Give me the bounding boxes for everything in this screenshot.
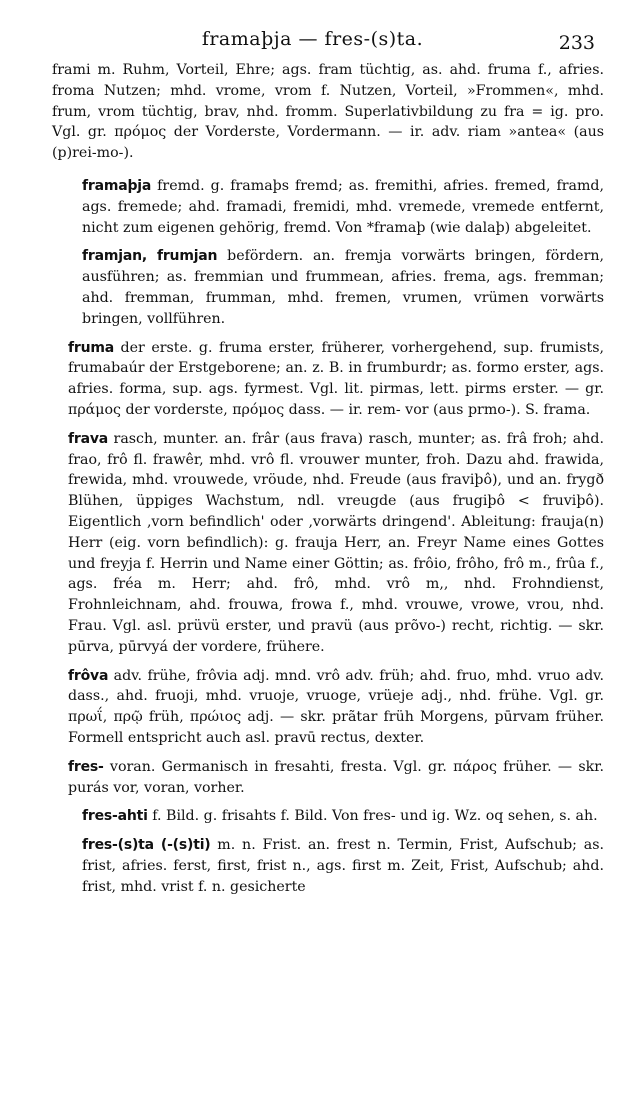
entry-text: der erste. g. fruma erster, früherer, vorhergehend, sup. frumists, frumabaúr der Erstgeborene; an. z. B. in frumburdr; as. formo erster, ags. afries. forma, sup. ags. fyrmest. Vgl. lit. pirmas, lett. pirms erster. — gr. πράμος der vorderste, πρόμος dass. — ir. rem- vor (aus prmo-). S. frama.	[68, 339, 604, 418]
entry-text: adv. frühe, frôvia adj. mnd. vrô adv. früh; ahd. fruo, mhd. vruo adv. dass., ahd. fruoji, mhd. vruoje, vruoge, vrüeje adj., nhd. frühe. Vgl. gr. πρωΐ, πρῷ früh, πρώιος adj. — skr. prãtar früh Morgens, pūrvam früher. Formell entspricht auch asl. pravū rectus, dexter.	[68, 667, 604, 746]
entry-text: voran. Germanisch in fresahti, fresta. Vgl. gr. πάρος früher. — skr. purás vor, voran, vorher.	[68, 758, 604, 796]
entry-text: frami m. Ruhm, Vorteil, Ehre; ags. fram tüchtig, as. ahd. fruma f., afries. froma Nutzen; mhd. vrome, vrom f. Nutzen, Vorteil, »Frommen«, mhd. frum, vrom tüchtig, brav, nhd. fromm. Superlativbildung zu fra = ig. pro. Vgl. gr. πρόμος der Vorderste, Vordermann. — ir. adv. riam »antea« (aus (p)rei-mo-).	[52, 62, 604, 162]
entry-fres-sta	[82, 835, 604, 897]
entry-headword: framjan, frumjan	[82, 248, 218, 265]
entry-headword: framaþja	[82, 177, 152, 194]
entry-frami	[52, 60, 604, 164]
entry-headword: frava	[68, 430, 109, 447]
page-header	[0, 26, 625, 54]
entry-framaþja	[82, 176, 604, 238]
entry-text: m. n. Frist. an. frest n. Termin, Frist, Aufschub; as. frist, afries. ferst, first, frist n., ags. first m. Zeit, Frist, Aufschub; ahd. frist, mhd. vrist f. n. gesicherte	[82, 837, 604, 895]
entry-text: rasch, munter. an. frâr (aus frava) rasch, munter; as. frâ froh; ahd. frao, frô fl. frawêr, mhd. vrô fl. vrouwer munter, froh. Dazu ahd. frawida, frewida, mhd. vrouwede, vröude, nhd. Freude (aus fraviþô), und an. frygð Blühen, üppiges Wachstum, ndl. vreugde (aus frugiþô < fruviþô). Eigentlich ‚vorn befindlich' oder ‚vorwärts dringend'. Ableitung: frauja(n) Herr (eig. vorn befindlich): g. frauja Herr, an. Freyr Name eines Gottes und freyja f. Herrin und Name einer Göttin; as. frôio, frôho, frô m., frûa f., ags. fréa m. Herr; ahd. frô, mhd. vrô m,, nhd. Frohndienst, Frohnleichnam, ahd. frouwa, frowa f., mhd. vrouwe, vrowe, vrou, nhd. Frau. Vgl. asl. prüvü erster, und pravü (aus prõvo-) recht, richtig. — skr. pūrva, pūrvyá der vordere, frühere.	[68, 430, 604, 655]
entry-headword: frôva	[68, 667, 109, 684]
entry-headword: fruma	[68, 339, 114, 356]
entry-headword: fres-(s)ta (-(s)ti)	[82, 837, 211, 854]
entry-fres	[68, 757, 604, 799]
page-number: 233	[558, 32, 595, 54]
entry-text: f. Bild. g. frisahts f. Bild. Von fres- und ig. Wz. oq sehen, s. ah.	[147, 808, 598, 825]
running-head: framaþja — fres-(s)ta.	[201, 28, 424, 50]
entry-fres-ahti	[82, 806, 604, 827]
entry-frava	[68, 429, 604, 658]
entry-frova	[68, 666, 604, 749]
entry-headword: fres-ahti	[82, 808, 148, 825]
entry-text: fremd. g. framaþs fremd; as. fremithi, afries. fremed, framd, ags. fremede; ahd. framadi, fremidi, mhd. vremede, vremede entfernt, nicht zum eigenen gehörig, fremd. Von *framaþ (wie dalaþ) abgeleitet.	[82, 177, 604, 236]
entry-framjan	[82, 246, 604, 329]
entry-fruma	[68, 338, 604, 421]
entries-column	[52, 60, 604, 905]
entry-text: befördern. an. fremja vorwärts bringen, fördern, ausführen; as. fremmian und frummean, afries. frema, ags. fremman; ahd. fremman, frumman, mhd. fremen, vrumen, vrümen vorwärts bringen, vollführen.	[82, 248, 604, 327]
entry-headword: fres-	[68, 758, 104, 775]
